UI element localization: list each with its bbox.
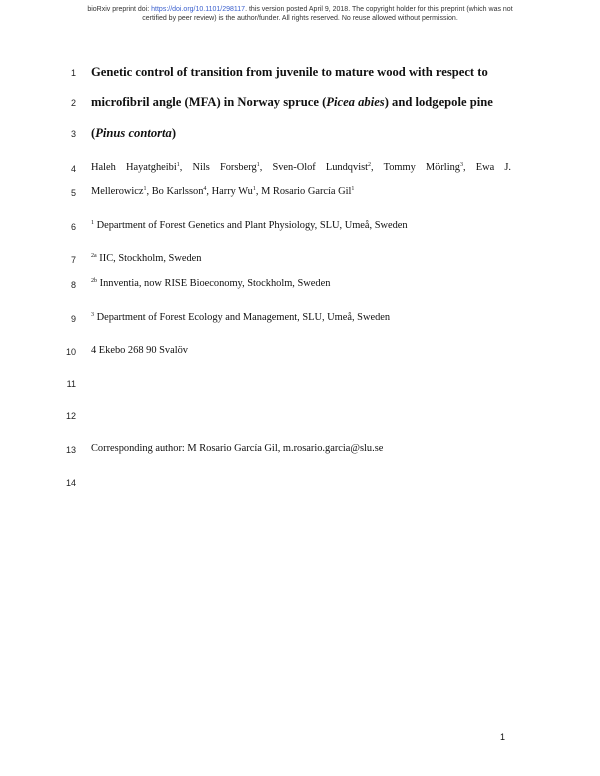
author-list-line-2 bbox=[91, 186, 511, 197]
affiliation: $^{2b}$ Innventia, now RISE Bioeconomy, Stockholm, Sweden bbox=[91, 278, 331, 289]
author: Ewa J. bbox=[475, 162, 511, 173]
corresponding-author: Corresponding author: M Rosario García Gil, m.rosario.garcia@slu.se bbox=[91, 443, 384, 454]
species-name: Pinus contorta bbox=[95, 126, 172, 140]
title-text: ( bbox=[91, 126, 96, 140]
affiliation: $^1$ Department of Forest Genetics and Plant Physiology, SLU, Umeå, Sweden bbox=[91, 220, 408, 231]
line-number: 13 bbox=[65, 445, 76, 455]
line-number: 2 bbox=[70, 98, 76, 108]
title-text: ) and lodgepole pine bbox=[384, 95, 493, 109]
line-number: 3 bbox=[70, 129, 76, 139]
line-number: 10 bbox=[65, 347, 76, 357]
author: M Rosario García Gil$^1$ bbox=[261, 186, 355, 197]
line-number: 14 bbox=[65, 478, 76, 488]
line-number: 11 bbox=[66, 379, 76, 389]
line-number: 8 bbox=[70, 280, 76, 290]
affiliation: $^3$ Department of Forest Ecology and Management, SLU, Umeå, Sweden bbox=[91, 312, 391, 323]
line-number: 5 bbox=[70, 188, 76, 198]
page-number: 1 bbox=[500, 732, 506, 742]
line-number: 7 bbox=[70, 255, 76, 265]
title-line-3 bbox=[91, 126, 511, 141]
notice-line2: certified by peer review) is the author/funder. All rights reserved. No reuse allowed without permission. bbox=[142, 15, 458, 22]
notice-middle: . this version posted April 9, 2018. The copyright holder for this preprint (which was not bbox=[245, 6, 513, 13]
author: Mellerowicz$^1$, bbox=[91, 186, 150, 197]
author: Nils Forsberg$^1$, bbox=[192, 162, 263, 173]
species-name: Picea abies bbox=[326, 95, 385, 109]
line-number: 1 bbox=[70, 68, 76, 78]
preprint-notice bbox=[40, 5, 560, 23]
title-text: microfibril angle (MFA) in Norway spruce ( bbox=[91, 95, 327, 109]
title-line-1: Genetic control of transition from juvenile to mature wood with respect to bbox=[91, 65, 488, 79]
title-text: ) bbox=[171, 126, 177, 140]
line-number: 12 bbox=[65, 411, 76, 421]
author: Haleh Hayatgheibi$^1$, bbox=[91, 162, 183, 173]
line-number: 4 bbox=[70, 164, 76, 174]
author: Bo Karlsson$^4$, bbox=[151, 186, 210, 197]
notice-prefix: bioRxiv preprint doi: bbox=[87, 6, 152, 13]
author-list-line-1 bbox=[91, 162, 511, 173]
author: Harry Wu$^1$, bbox=[211, 186, 259, 197]
doi-link[interactable]: https://doi.org/10.1101/298117 bbox=[151, 6, 246, 13]
author: Sven-Olof Lundqvist$^2$, bbox=[272, 162, 374, 173]
author: Tommy Mörling$^3$, bbox=[383, 162, 466, 173]
title-line-2 bbox=[91, 95, 511, 110]
line-number: 6 bbox=[70, 222, 76, 232]
affiliation: 4 Ekebo 268 90 Svalöv bbox=[91, 345, 188, 356]
line-number: 9 bbox=[70, 314, 76, 324]
affiliation: $^{2a}$ IIC, Stockholm, Sweden bbox=[91, 253, 202, 264]
